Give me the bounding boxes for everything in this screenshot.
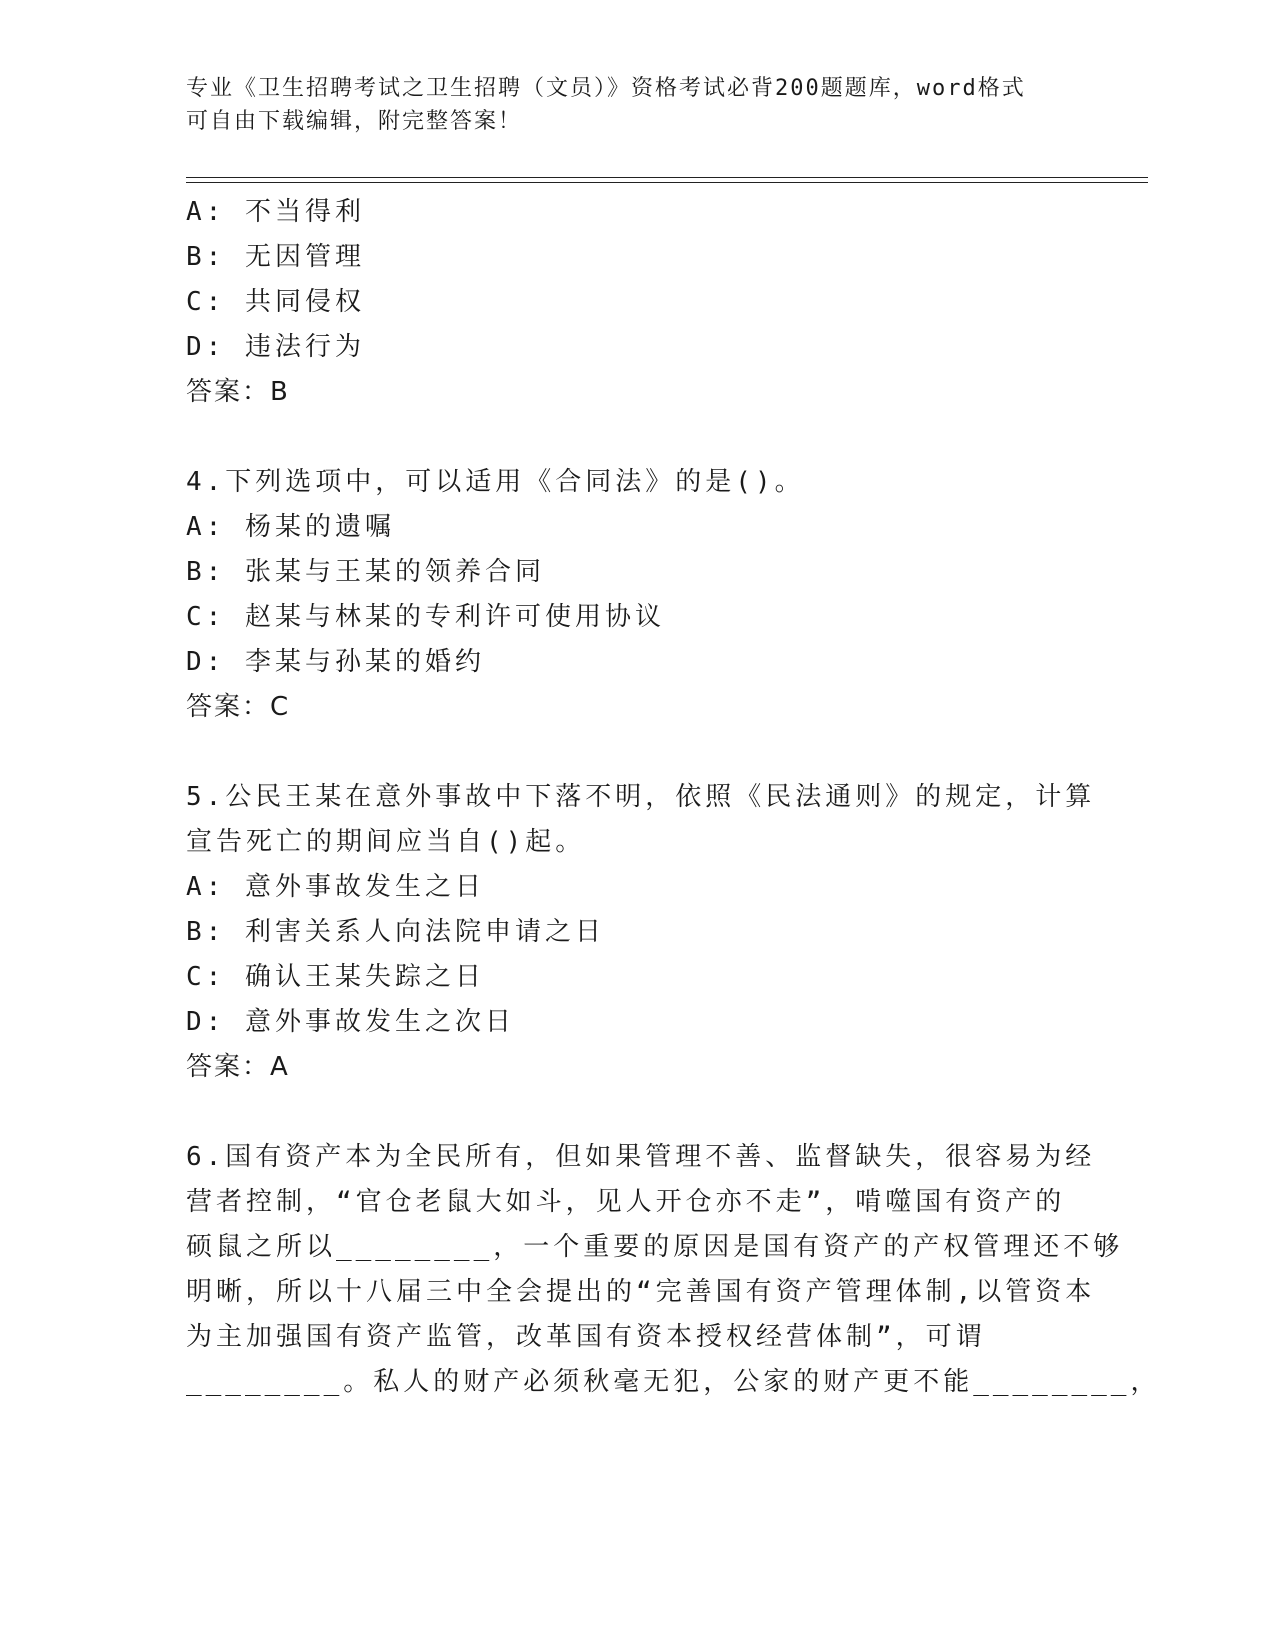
option-a: A: 意外事故发生之日 (186, 872, 485, 902)
spacer (186, 730, 1066, 775)
question-content (186, 190, 1161, 1405)
answer-line: 答案：C (186, 692, 291, 722)
option-d: D: 李某与孙某的婚约 (186, 647, 485, 677)
question-text-line-1: 6.国有资产本为全民所有，但如果管理不善、监督缺失，很容易为经 (186, 1142, 1096, 1172)
option-c: C: 确认王某失踪之日 (186, 962, 485, 992)
question-text-line-2: 宣告死亡的期间应当自()起。 (186, 827, 586, 857)
question-4 (186, 460, 1066, 730)
option-b: B: 无因管理 (186, 242, 365, 272)
question-text-line-5: 为主加强国有资产监管，改革国有资本授权经营体制”，可谓 (186, 1322, 986, 1352)
question-text: 4.下列选项中，可以适用《合同法》的是()。 (186, 467, 805, 497)
document-header (186, 72, 1066, 138)
option-c: C: 共同侵权 (186, 287, 365, 317)
question-text-line-3: 硕鼠之所以________，一个重要的原因是国有资产的产权管理还不够 (186, 1232, 1124, 1262)
answer-line: 答案：B (186, 377, 290, 407)
header-line-1: 专业《卫生招聘考试之卫生招聘（文员）》资格考试必背200题题库，word格式 (186, 76, 1026, 101)
question-3 (186, 190, 1066, 415)
option-a: A: 杨某的遗嘱 (186, 512, 395, 542)
option-b: B: 利害关系人向法院申请之日 (186, 917, 605, 947)
spacer (186, 415, 1066, 460)
question-text-line-4: 明晰，所以十八届三中全会提出的“完善国有资产管理体制,以管资本 (186, 1277, 1096, 1307)
option-d: D: 违法行为 (186, 332, 365, 362)
header-divider-bottom (186, 182, 1148, 183)
option-b: B: 张某与王某的领养合同 (186, 557, 545, 587)
question-text-line-2: 营者控制，“官仓老鼠大如斗，见人开仓亦不走”，啃噬国有资产的 (186, 1187, 1066, 1217)
spacer (186, 1090, 1066, 1135)
option-a: A: 不当得利 (186, 197, 365, 227)
question-text-line-1: 5.公民王某在意外事故中下落不明，依照《民法通则》的规定，计算 (186, 782, 1096, 812)
question-6 (186, 1135, 1161, 1405)
answer-line: 答案：A (186, 1052, 290, 1082)
question-text-line-6: ________。私人的财产必须秋毫无犯，公家的财产更不能________， (186, 1367, 1161, 1397)
option-d: D: 意外事故发生之次日 (186, 1007, 515, 1037)
header-line-2: 可自由下载编辑，附完整答案！ (186, 109, 523, 134)
question-5 (186, 775, 1096, 1090)
header-divider-top (186, 177, 1148, 178)
option-c: C: 赵某与林某的专利许可使用协议 (186, 602, 665, 632)
